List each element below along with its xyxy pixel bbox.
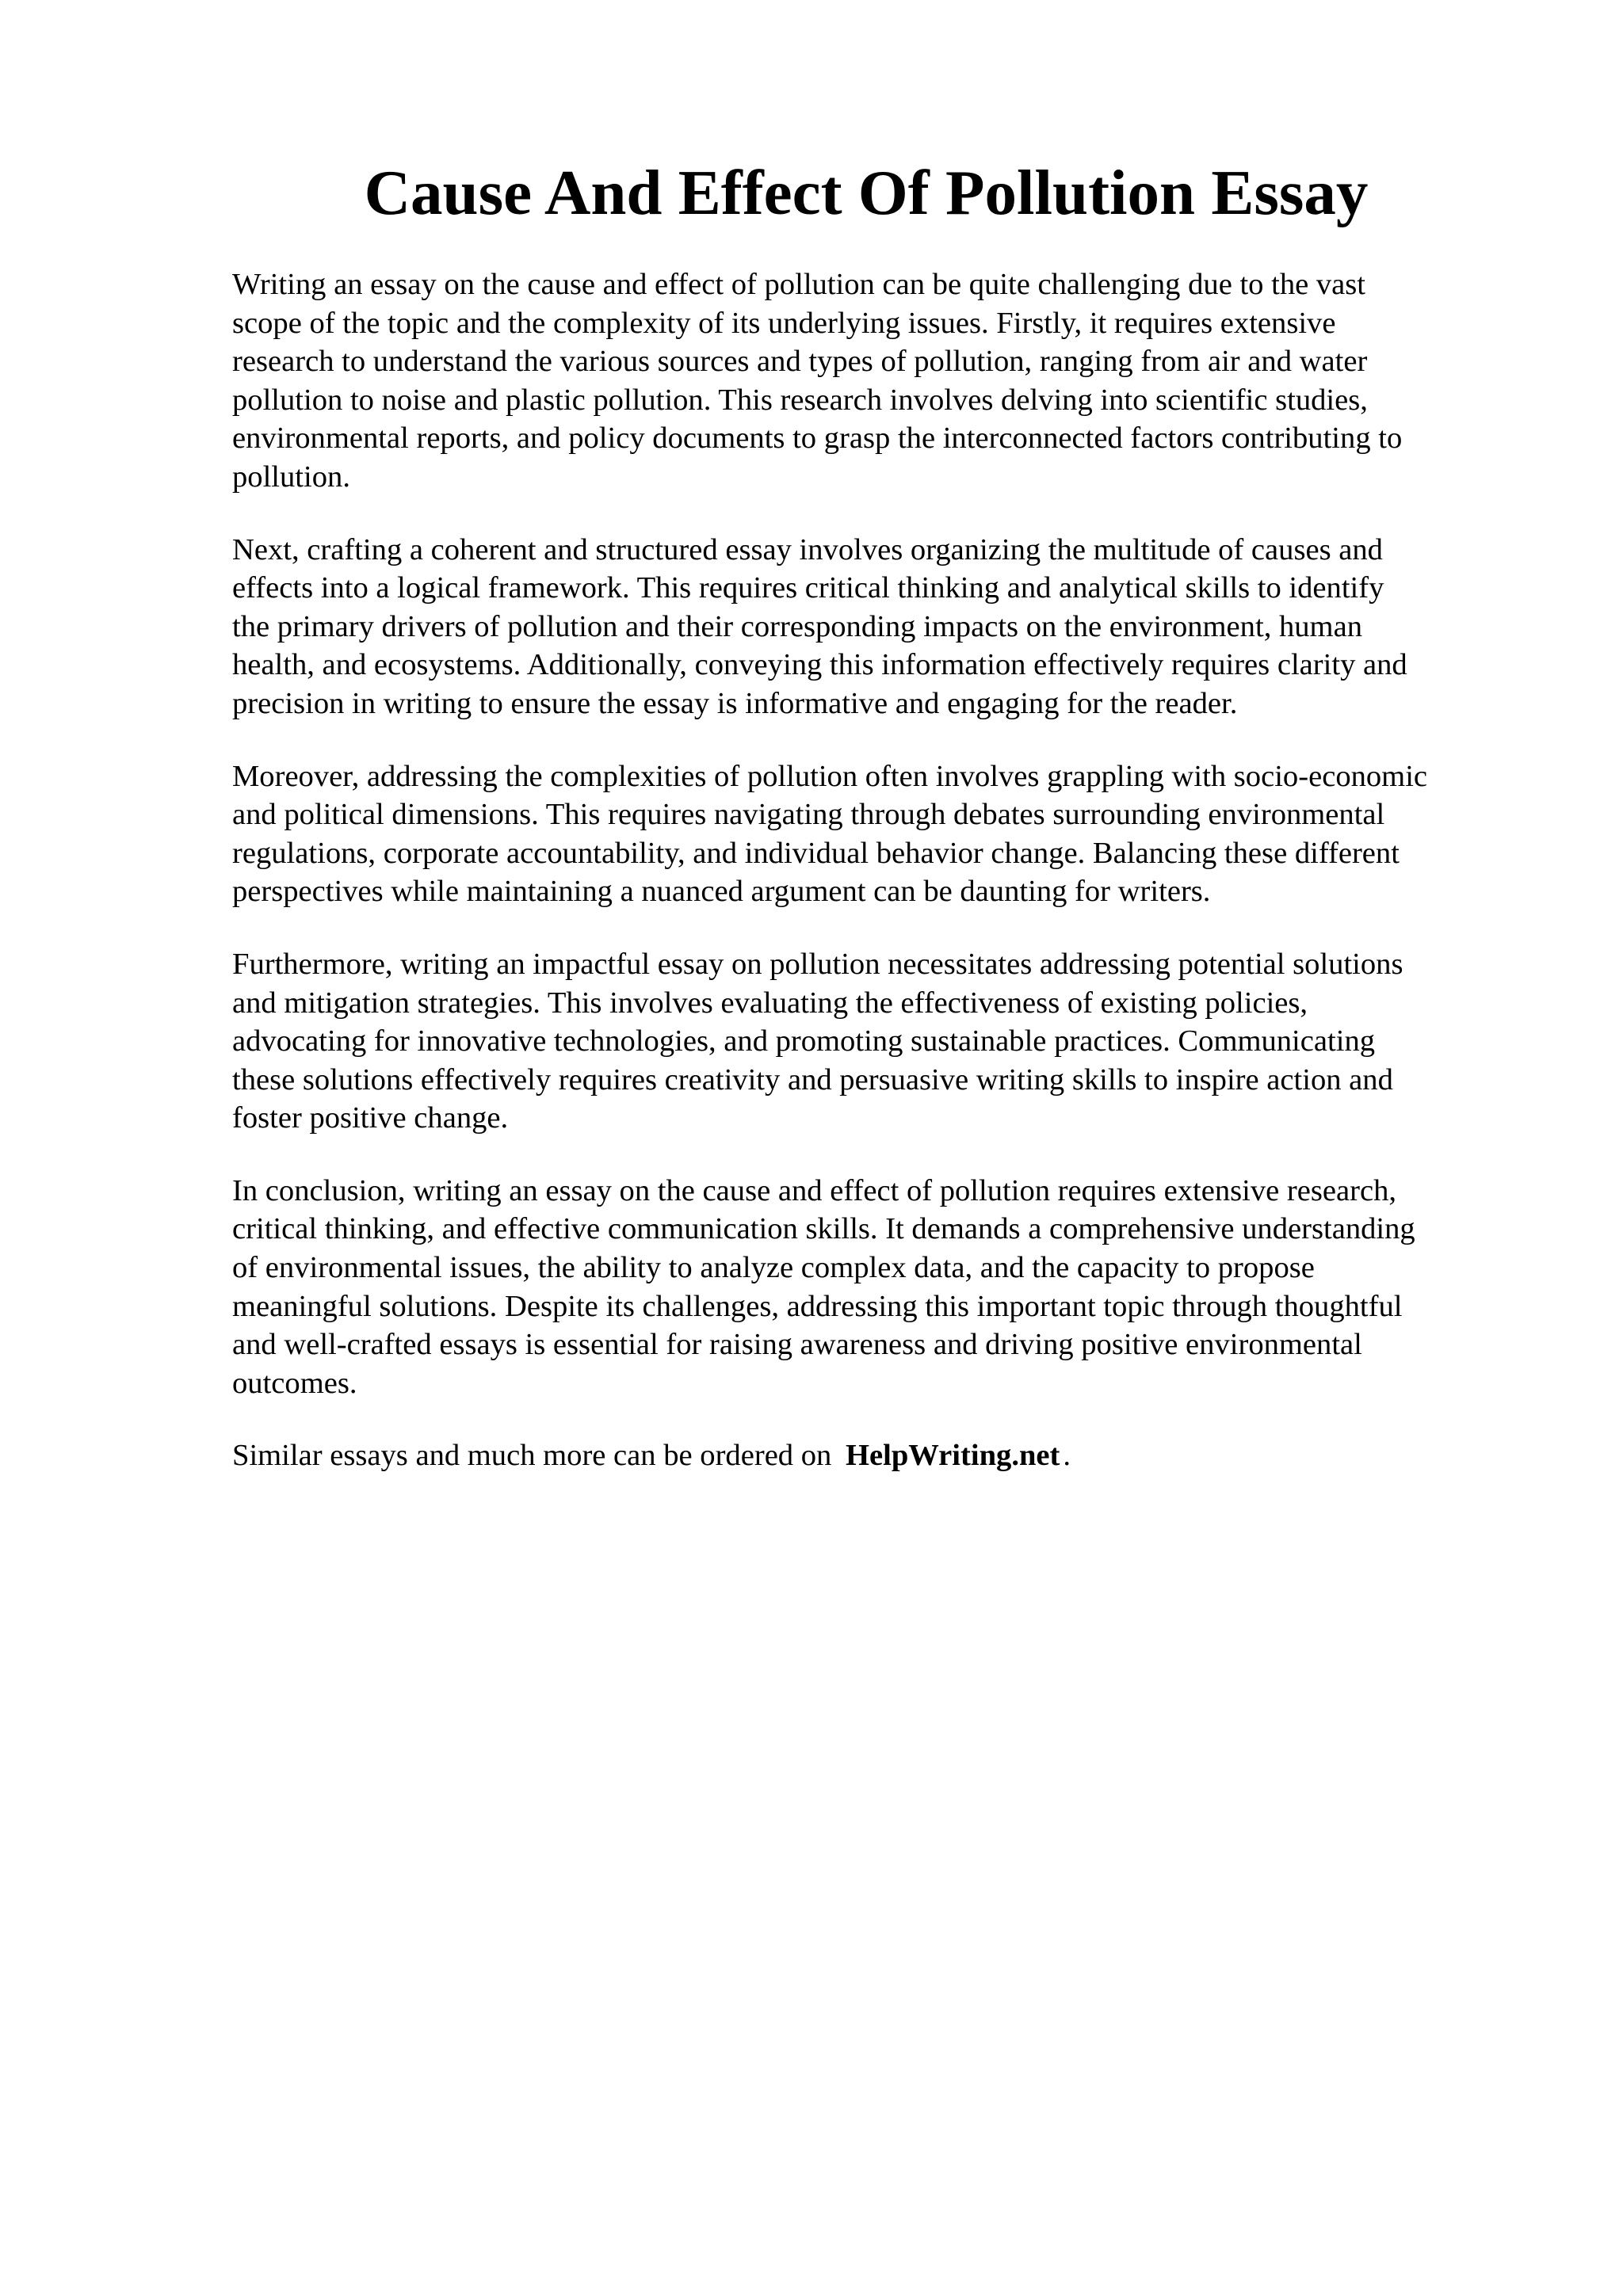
paragraph-5 [232,1172,1532,1403]
paragraph-3 [232,757,1532,911]
paragraph-line: outcomes. [232,1366,357,1400]
paragraph-line: Next, crafting a coherent and structured essay involves organizing the multitude of causes and [232,532,1383,566]
paragraph-line: and political dimensions. This requires navigating through debates surrounding environmental [232,798,1385,832]
paragraph-line: Furthermore, writing an impactful essay on pollution necessitates addressing potential solutions [232,947,1403,981]
paragraph-line: these solutions effectively requires creativity and persuasive writing skills to inspire action and [232,1062,1393,1097]
paragraph-line: effects into a logical framework. This requires critical thinking and analytical skills to identify [232,571,1384,605]
paragraph-2 [232,531,1532,723]
essay-title: Cause And Effect Of Pollution Essay [364,157,1369,228]
paragraph-line: pollution to noise and plastic pollution. This research involves delving into scientific studies, [232,383,1368,417]
paragraph-line: In conclusion, writing an essay on the cause and effect of pollution requires extensive research, [232,1173,1397,1207]
paragraph-line: research to understand the various sources and types of pollution, ranging from air and water [232,345,1368,379]
paragraph-4 [232,945,1532,1138]
paragraph-line: perspectives while maintaining a nuanced argument can be daunting for writers. [232,875,1211,909]
footer-text: Similar essays and much more can be ordered on [232,1439,832,1473]
paragraph-line: foster positive change. [232,1101,509,1135]
footer-period: . [1063,1439,1071,1473]
paragraph-line: meaningful solutions. Despite its challenges, addressing this important topic through thoughtful [232,1289,1403,1323]
paragraph-line: Moreover, addressing the complexities of pollution often involves grappling with socio-economic [232,759,1428,793]
paragraph-line: advocating for innovative technologies, and promoting sustainable practices. Communicating [232,1024,1376,1058]
paragraph-line: environmental reports, and policy documents to grasp the interconnected factors contributing to [232,421,1403,456]
essay-body [232,265,1532,1509]
paragraph-line: of environmental issues, the ability to analyze complex data, and the capacity to propose [232,1251,1315,1285]
paragraph-line: pollution. [232,460,350,494]
paragraph-line: Writing an essay on the cause and effect of pollution can be quite challenging due to the vast [232,268,1366,301]
helpwriting-link[interactable]: HelpWriting.net [845,1439,1060,1473]
paragraph-line: critical thinking, and effective communication skills. It demands a comprehensive understanding [232,1212,1415,1246]
paragraph-line: the primary drivers of pollution and their corresponding impacts on the environment, human [232,609,1362,643]
footer-paragraph [232,1436,1532,1475]
paragraph-line: precision in writing to ensure the essay is informative and engaging for the reader. [232,686,1238,720]
paragraph-line: regulations, corporate accountability, and individual behavior change. Balancing these different [232,836,1400,870]
paragraph-line: and mitigation strategies. This involves evaluating the effectiveness of existing policies, [232,986,1308,1020]
paragraph-line: and well-crafted essays is essential for raising awareness and driving positive environmental [232,1328,1362,1362]
paragraph-line: scope of the topic and the complexity of its underlying issues. Firstly, it requires extensive [232,306,1336,340]
paragraph-line: health, and ecosystems. Additionally, conveying this information effectively requires clarity and [232,648,1407,682]
paragraph-1 [232,265,1532,497]
footer-line [232,1436,1532,1475]
